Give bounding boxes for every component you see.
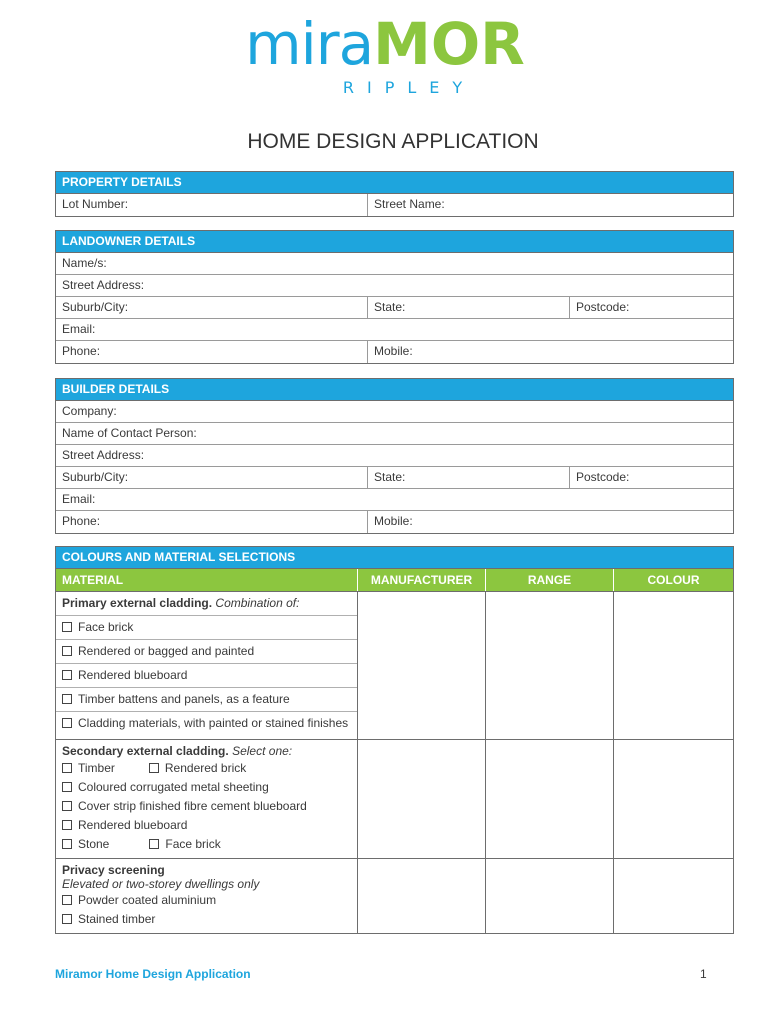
checkbox[interactable] [62, 895, 72, 905]
checkbox[interactable] [62, 718, 72, 728]
primary-option[interactable]: Rendered or bagged and painted [56, 639, 357, 663]
privacy-range-cell[interactable] [485, 859, 613, 933]
page-number: 1 [700, 967, 707, 981]
lot-number-field[interactable]: Lot Number: [62, 197, 129, 211]
secondary-cladding-row [56, 740, 733, 859]
option-stone[interactable]: Stone [78, 837, 110, 851]
checkbox[interactable] [62, 820, 72, 830]
landowner-details-section [55, 230, 734, 364]
privacy-screening-row [56, 859, 733, 933]
secondary-colour-cell[interactable] [613, 740, 733, 858]
secondary-cladding-title: Secondary external cladding. Select one: [62, 744, 293, 758]
range-column-header: RANGE [485, 569, 613, 591]
primary-option[interactable]: Timber battens and panels, as a feature [56, 687, 357, 711]
checkbox[interactable] [62, 694, 72, 704]
primary-cladding-row [56, 592, 733, 740]
builder-suburb-field[interactable]: Suburb/City: [62, 470, 129, 484]
privacy-screening-subtitle: Elevated or two-storey dwellings only [62, 877, 260, 891]
secondary-option-pair [62, 835, 351, 854]
primary-colour-cell[interactable] [613, 592, 733, 739]
landowner-names-field[interactable]: Name/s: [62, 256, 107, 270]
primary-cladding-title: Primary external cladding. Combination of: [62, 596, 300, 610]
landowner-state-field[interactable]: State: [367, 297, 569, 318]
checkbox[interactable] [62, 646, 72, 656]
secondary-option[interactable]: Rendered blueboard [62, 816, 351, 835]
landowner-suburb-field[interactable]: Suburb/City: [62, 300, 129, 314]
option-face-brick[interactable]: Face brick [165, 837, 221, 851]
secondary-option[interactable]: Coloured corrugated metal sheeting [62, 778, 351, 797]
landowner-street-address-field[interactable]: Street Address: [62, 278, 145, 292]
option-timber[interactable]: Timber [78, 761, 115, 775]
primary-range-cell[interactable] [485, 592, 613, 739]
checkbox[interactable] [62, 763, 72, 773]
secondary-option-pair [62, 759, 351, 778]
builder-phone-field[interactable]: Phone: [62, 514, 101, 528]
colours-materials-section [55, 546, 734, 934]
builder-details-section [55, 378, 734, 534]
property-details-section [55, 171, 734, 217]
checkbox[interactable] [62, 670, 72, 680]
checkbox[interactable] [62, 782, 72, 792]
landowner-details-heading: LANDOWNER DETAILS [56, 231, 733, 253]
builder-company-field[interactable]: Company: [62, 404, 117, 418]
checkbox[interactable] [62, 622, 72, 632]
logo-subtitle: RIPLEY [342, 78, 476, 97]
secondary-option[interactable]: Cover strip finished fibre cement blueboard [62, 797, 351, 816]
materials-table-header [56, 569, 733, 592]
primary-option[interactable]: Rendered blueboard [56, 663, 357, 687]
landowner-phone-field[interactable]: Phone: [62, 344, 101, 358]
material-column-header: MATERIAL [62, 573, 124, 587]
miramor-logo [0, 12, 770, 97]
colours-materials-heading: COLOURS AND MATERIAL SELECTIONS [56, 547, 733, 569]
footer-title: Miramor Home Design Application [55, 967, 251, 981]
landowner-email-field[interactable]: Email: [62, 322, 96, 336]
builder-postcode-field[interactable]: Postcode: [569, 467, 733, 488]
primary-manufacturer-cell[interactable] [357, 592, 485, 739]
builder-mobile-field[interactable]: Mobile: [367, 511, 733, 533]
checkbox[interactable] [62, 914, 72, 924]
manufacturer-column-header: MANUFACTURER [357, 569, 485, 591]
primary-option[interactable]: Cladding materials, with painted or stained finishes [56, 711, 357, 735]
builder-details-heading: BUILDER DETAILS [56, 379, 733, 401]
privacy-option[interactable]: Stained timber [62, 910, 351, 929]
secondary-manufacturer-cell[interactable] [357, 740, 485, 858]
logo-wordmark: miraMOR [245, 10, 525, 78]
landowner-mobile-field[interactable]: Mobile: [367, 341, 733, 363]
checkbox[interactable] [62, 839, 72, 849]
checkbox[interactable] [149, 763, 159, 773]
privacy-screening-title: Privacy screening [62, 863, 165, 877]
builder-street-address-field[interactable]: Street Address: [62, 448, 145, 462]
property-details-heading: PROPERTY DETAILS [56, 172, 733, 194]
checkbox[interactable] [149, 839, 159, 849]
option-rendered-brick[interactable]: Rendered brick [164, 761, 247, 775]
privacy-option[interactable]: Powder coated aluminium [62, 891, 351, 910]
builder-state-field[interactable]: State: [367, 467, 569, 488]
builder-contact-field[interactable]: Name of Contact Person: [62, 426, 197, 440]
property-row [56, 194, 733, 216]
street-name-field[interactable]: Street Name: [367, 194, 733, 216]
colour-column-header: COLOUR [613, 569, 733, 591]
page-title: HOME DESIGN APPLICATION [247, 130, 539, 153]
checkbox[interactable] [62, 801, 72, 811]
landowner-postcode-field[interactable]: Postcode: [569, 297, 733, 318]
secondary-range-cell[interactable] [485, 740, 613, 858]
primary-option[interactable]: Face brick [56, 615, 357, 639]
privacy-manufacturer-cell[interactable] [357, 859, 485, 933]
builder-email-field[interactable]: Email: [62, 492, 96, 506]
privacy-colour-cell[interactable] [613, 859, 733, 933]
